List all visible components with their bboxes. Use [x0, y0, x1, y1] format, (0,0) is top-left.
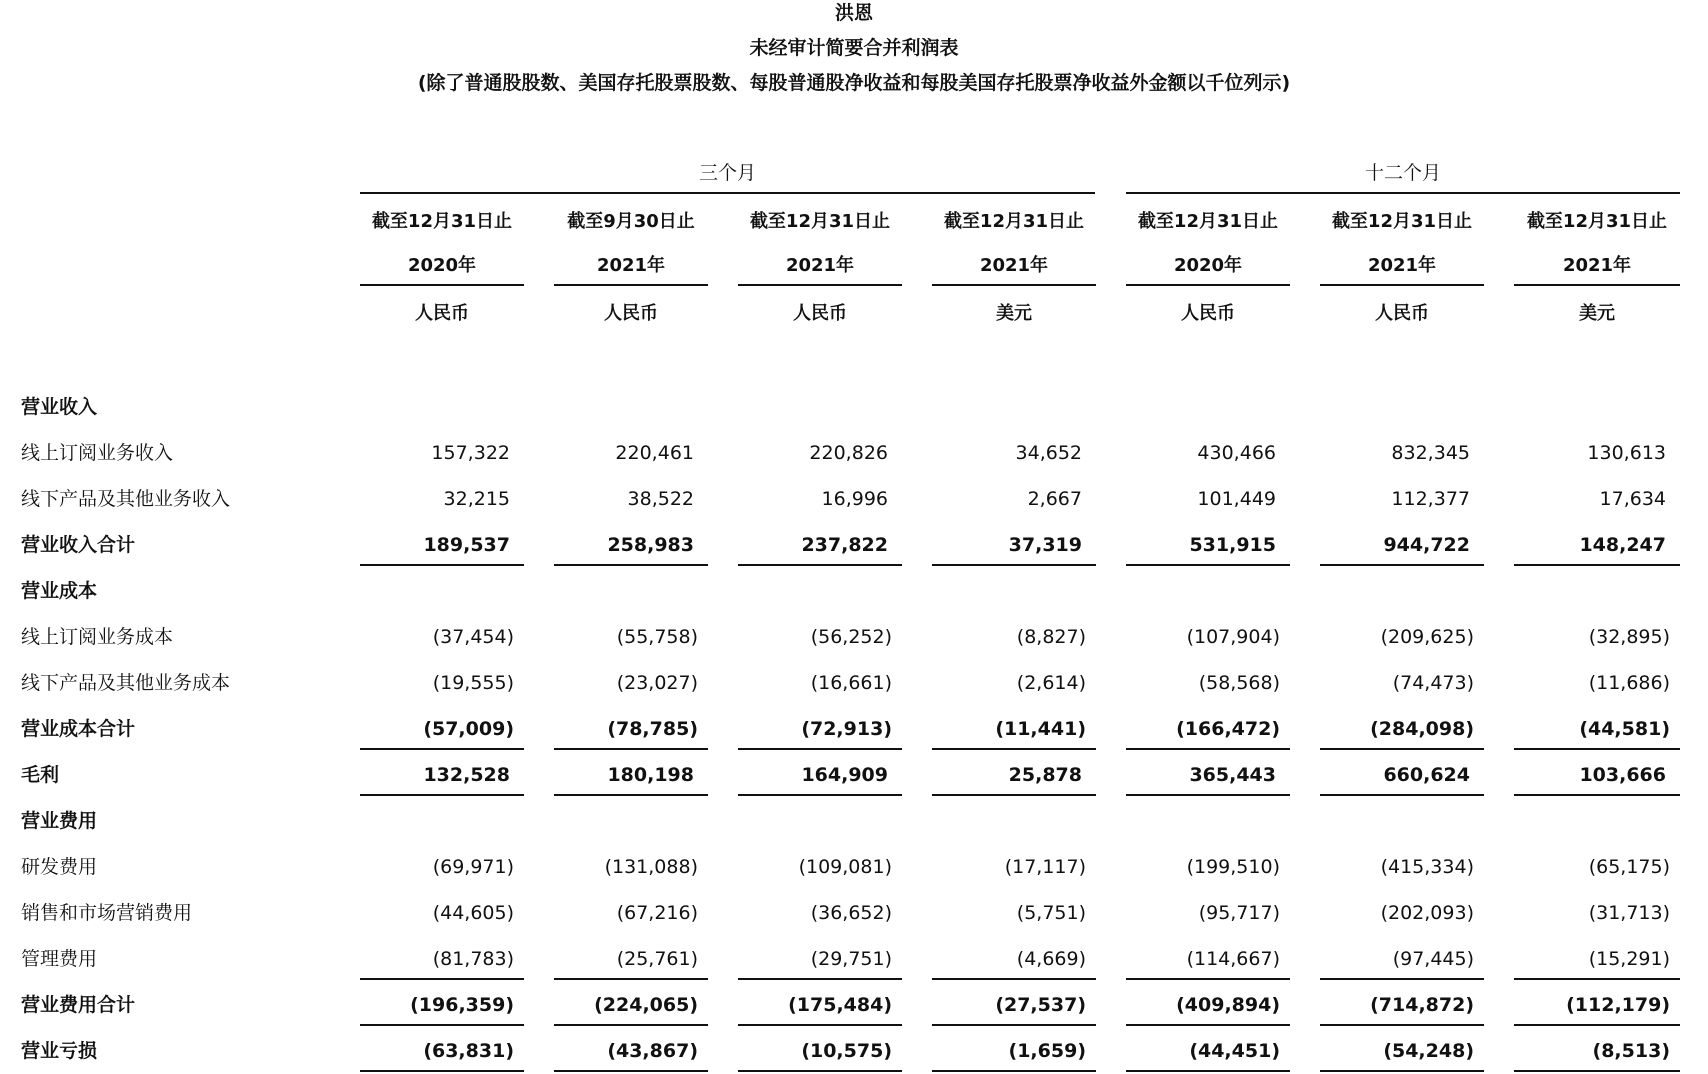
column-currency-2: 人民币 [793, 303, 847, 324]
table-cell: (284,098) [1320, 706, 1484, 750]
row-label: 管理费用 [21, 948, 98, 970]
table-cell: (4,669) [932, 936, 1096, 980]
table-row [0, 614, 1708, 660]
table-cell: (175,484) [738, 982, 902, 1026]
column-year-6: 2021年 [1562, 255, 1632, 276]
table-cell: (11,686) [1588, 672, 1670, 694]
table-cell: 531,915 [1126, 522, 1290, 566]
table-cell: 180,198 [554, 752, 708, 796]
table-cell: (196,359) [360, 982, 524, 1026]
table-cell: 103,666 [1514, 752, 1680, 796]
column-year-1: 2021年 [596, 255, 666, 276]
column-currency-4: 人民币 [1181, 303, 1235, 324]
row-label: 线下产品及其他业务成本 [21, 672, 231, 694]
row-label: 毛利 [21, 764, 60, 786]
table-cell: (10,575) [738, 1028, 902, 1072]
column-header-rule [738, 284, 902, 286]
row-label: 研发费用 [21, 856, 98, 878]
table-cell: (43,867) [554, 1028, 708, 1072]
row-label: 营业亏损 [21, 1040, 98, 1062]
table-cell: (81,783) [360, 936, 524, 980]
table-row [0, 798, 1708, 844]
table-cell: 2,667 [1027, 488, 1082, 510]
table-cell: (8,513) [1514, 1028, 1680, 1072]
table-cell: (27,537) [932, 982, 1096, 1026]
column-header-rule [554, 284, 708, 286]
table-row [0, 936, 1708, 982]
table-cell: (415,334) [1380, 856, 1474, 878]
table-cell: 365,443 [1126, 752, 1290, 796]
column-header-rule [360, 284, 524, 286]
table-row [0, 660, 1708, 706]
table-cell: (95,717) [1198, 902, 1280, 924]
table-cell: 132,528 [360, 752, 524, 796]
table-cell: 832,345 [1391, 442, 1470, 464]
table-row [0, 568, 1708, 614]
table-cell: (74,473) [1392, 672, 1474, 694]
table-cell: (55,758) [616, 626, 698, 648]
table-cell: (31,713) [1588, 902, 1670, 924]
table-cell: (54,248) [1320, 1028, 1484, 1072]
column-currency-3: 美元 [996, 303, 1032, 324]
table-cell: 34,652 [1015, 442, 1082, 464]
table-row [0, 1028, 1708, 1074]
table-cell: (56,252) [810, 626, 892, 648]
column-currency-0: 人民币 [415, 303, 469, 324]
column-year-4: 2020年 [1173, 255, 1243, 276]
table-cell: 258,983 [554, 522, 708, 566]
column-period-5: 截至12月31日止 [1331, 211, 1473, 232]
table-cell: (63,831) [360, 1028, 524, 1072]
row-label: 线下产品及其他业务收入 [21, 488, 231, 510]
table-row [0, 844, 1708, 890]
table-cell: 130,613 [1587, 442, 1666, 464]
table-cell: (109,081) [798, 856, 892, 878]
column-period-1: 截至9月30日止 [567, 211, 695, 232]
column-currency-6: 美元 [1579, 303, 1615, 324]
table-cell: 430,466 [1197, 442, 1276, 464]
table-cell: 32,215 [443, 488, 510, 510]
table-cell: 220,461 [615, 442, 694, 464]
table-cell: (72,913) [738, 706, 902, 750]
row-label: 线上订阅业务收入 [21, 442, 174, 464]
row-label: 销售和市场营销费用 [21, 902, 193, 924]
table-cell: (5,751) [1016, 902, 1086, 924]
table-cell: 112,377 [1391, 488, 1470, 510]
table-row [0, 752, 1708, 798]
table-cell: (69,971) [432, 856, 514, 878]
table-cell: (78,785) [554, 706, 708, 750]
column-header-rule [932, 284, 1096, 286]
table-cell: (97,445) [1320, 936, 1484, 980]
column-period-6: 截至12月31日止 [1526, 211, 1668, 232]
column-period-4: 截至12月31日止 [1137, 211, 1279, 232]
table-cell: 660,624 [1320, 752, 1484, 796]
table-cell: (166,472) [1126, 706, 1290, 750]
table-cell: (44,605) [432, 902, 514, 924]
column-period-0: 截至12月31日止 [371, 211, 513, 232]
table-cell: 944,722 [1320, 522, 1484, 566]
column-header-rule [1320, 284, 1484, 286]
table-cell: (114,667) [1126, 936, 1290, 980]
table-row [0, 890, 1708, 936]
table-cell: 157,322 [431, 442, 510, 464]
row-label: 营业成本合计 [21, 718, 136, 740]
table-cell: (224,065) [554, 982, 708, 1026]
table-cell: (1,659) [932, 1028, 1096, 1072]
table-cell: (25,761) [554, 936, 708, 980]
row-label: 线上订阅业务成本 [21, 626, 174, 648]
company-name: 洪恩 [834, 2, 873, 24]
statement-title: 未经审计简要合并利润表 [749, 37, 959, 59]
table-cell: (16,661) [810, 672, 892, 694]
column-header-rule [1514, 284, 1680, 286]
row-label: 营业费用 [21, 810, 98, 832]
table-cell: 25,878 [932, 752, 1096, 796]
table-cell: 38,522 [627, 488, 694, 510]
column-period-2: 截至12月31日止 [749, 211, 891, 232]
table-cell: 148,247 [1514, 522, 1680, 566]
table-cell: (199,510) [1186, 856, 1280, 878]
table-cell: 237,822 [738, 522, 902, 566]
table-cell: (23,027) [616, 672, 698, 694]
table-cell: (409,894) [1126, 982, 1290, 1026]
table-cell: (44,581) [1514, 706, 1680, 750]
table-cell: 17,634 [1599, 488, 1666, 510]
table-cell: (107,904) [1186, 626, 1280, 648]
table-cell: 220,826 [809, 442, 888, 464]
table-cell: (11,441) [932, 706, 1096, 750]
table-cell: (44,451) [1126, 1028, 1290, 1072]
table-cell: 101,449 [1197, 488, 1276, 510]
column-currency-5: 人民币 [1375, 303, 1429, 324]
table-cell: (17,117) [1004, 856, 1086, 878]
table-row [0, 522, 1708, 568]
table-row [0, 982, 1708, 1028]
table-cell: (58,568) [1198, 672, 1280, 694]
table-cell: 37,319 [932, 522, 1096, 566]
row-label: 营业费用合计 [21, 994, 136, 1016]
table-cell: (15,291) [1514, 936, 1680, 980]
column-year-3: 2021年 [979, 255, 1049, 276]
table-cell: (112,179) [1514, 982, 1680, 1026]
table-cell: 164,909 [738, 752, 902, 796]
table-cell: (36,652) [810, 902, 892, 924]
table-cell: (209,625) [1380, 626, 1474, 648]
column-period-3: 截至12月31日止 [943, 211, 1085, 232]
table-row [0, 476, 1708, 522]
table-cell: (19,555) [432, 672, 514, 694]
table-cell: (8,827) [1016, 626, 1086, 648]
column-header-rule [1126, 284, 1290, 286]
table-row [0, 384, 1708, 430]
column-currency-1: 人民币 [604, 303, 658, 324]
table-row [0, 706, 1708, 752]
table-cell: (37,454) [432, 626, 514, 648]
table-cell: (2,614) [1016, 672, 1086, 694]
statement-note: (除了普通股股数、美国存托股票股数、每股普通股净收益和每股美国存托股票净收益外金额以千位列示) [417, 72, 1291, 94]
column-year-5: 2021年 [1367, 255, 1437, 276]
row-label: 营业收入 [21, 396, 98, 418]
column-year-2: 2021年 [785, 255, 855, 276]
table-cell: (202,093) [1380, 902, 1474, 924]
table-cell: (32,895) [1588, 626, 1670, 648]
group-three-months: 三个月 [360, 161, 1095, 194]
table-row [0, 430, 1708, 476]
row-label: 营业成本 [21, 580, 98, 602]
column-year-0: 2020年 [407, 255, 477, 276]
table-cell: 16,996 [821, 488, 888, 510]
row-label: 营业收入合计 [21, 534, 136, 556]
table-cell: (131,088) [604, 856, 698, 878]
table-cell: (29,751) [738, 936, 902, 980]
table-cell: (714,872) [1320, 982, 1484, 1026]
table-cell: 189,537 [360, 522, 524, 566]
table-cell: (67,216) [616, 902, 698, 924]
table-cell: (57,009) [360, 706, 524, 750]
table-cell: (65,175) [1588, 856, 1670, 878]
group-twelve-months: 十二个月 [1126, 161, 1680, 194]
